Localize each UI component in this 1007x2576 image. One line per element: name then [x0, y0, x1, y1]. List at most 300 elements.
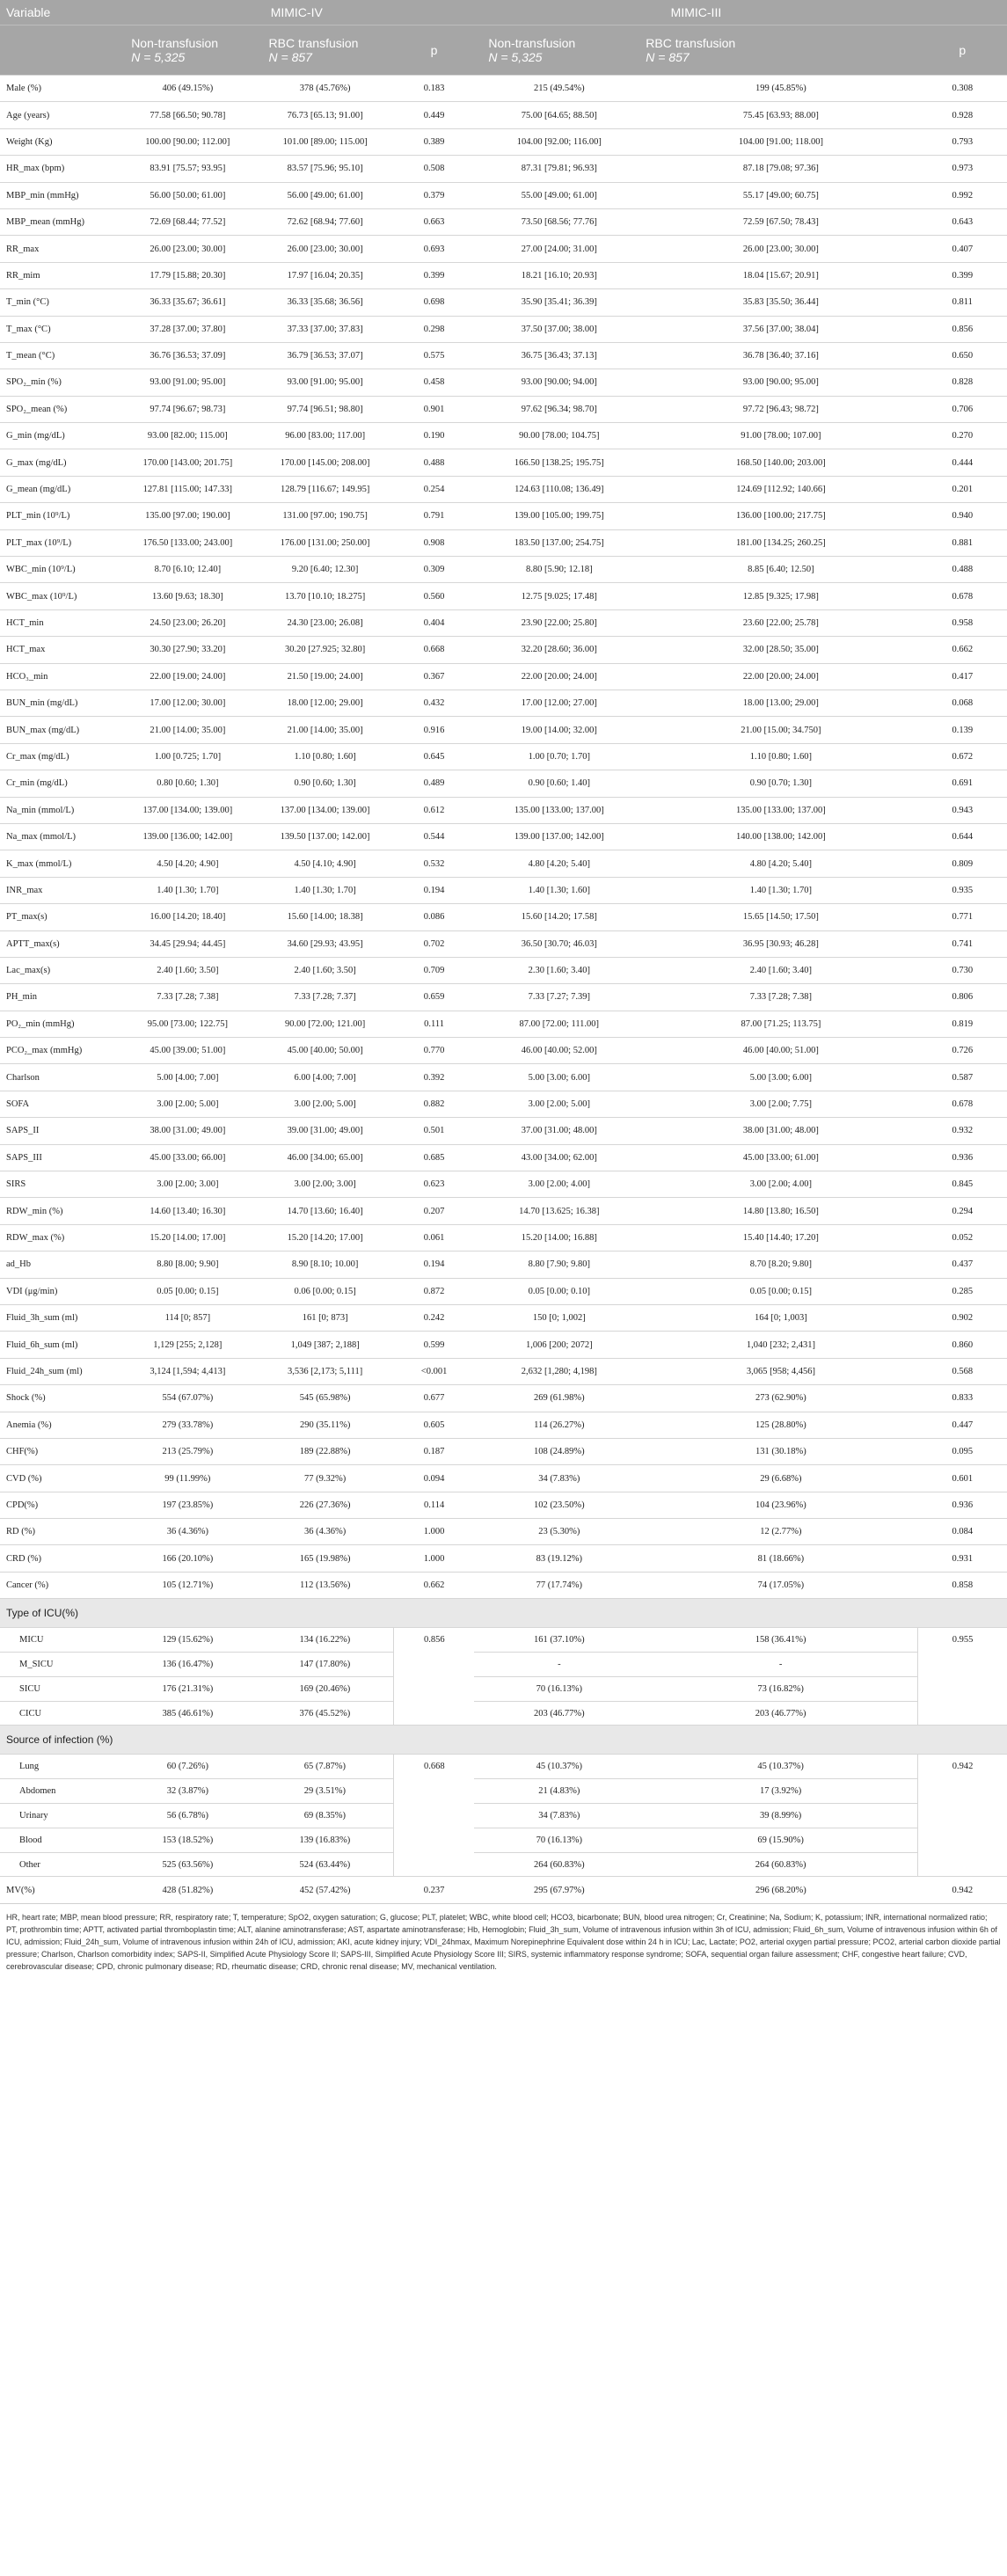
m4-p-value: 0.298 [394, 316, 475, 342]
m3-non-value: 23.90 [22.00; 25.80] [474, 609, 644, 636]
m3-rbc-value: 2.40 [1.60; 3.40] [644, 957, 917, 983]
m3-rbc-value: 97.72 [96.43; 98.72] [644, 396, 917, 422]
m3-rbc-value: 17 (3.92%) [644, 1779, 917, 1804]
m3-p-value: 0.678 [918, 583, 1007, 609]
category-label: MICU [0, 1628, 119, 1653]
m4-p-value: 0.404 [394, 609, 475, 636]
m4-rbc-value: 9.20 [6.40; 12.30] [257, 557, 394, 583]
table-row [0, 1438, 1007, 1464]
m4-rbc-value: 56.00 [49.00; 61.00] [257, 182, 394, 208]
m3-p-value: 0.958 [918, 609, 1007, 636]
m4-p-value: 1.000 [394, 1545, 475, 1572]
m3-p-value: 0.407 [918, 236, 1007, 262]
variable-label: VDI (μg/min) [0, 1278, 119, 1304]
m3-non-value: 114 (26.27%) [474, 1412, 644, 1438]
m4-p-value: 0.086 [394, 904, 475, 930]
variable-label: WBC_min (10⁹/L) [0, 557, 119, 583]
table-row [0, 1701, 1007, 1726]
table-row [0, 476, 1007, 502]
m4-rbc-value: 189 (22.88%) [257, 1438, 394, 1464]
m4-rbc-value: 101.00 [89.00; 115.00] [257, 128, 394, 155]
m3-rbc-value: 4.80 [4.20; 5.40] [644, 850, 917, 877]
m4-rbc-value: 139.50 [137.00; 142.00] [257, 823, 394, 850]
m3-p-value: 0.399 [918, 262, 1007, 288]
m3-p-value: 0.943 [918, 797, 1007, 823]
table-row [0, 1252, 1007, 1278]
m3-non-value: 12.75 [9.025; 17.48] [474, 583, 644, 609]
variable-label: Age (years) [0, 102, 119, 128]
m3-non-header: Non-transfusion N = 5,325 [474, 26, 644, 76]
table-row [0, 1118, 1007, 1144]
m4-p-value: 0.872 [394, 1278, 475, 1304]
variable-label: APTT_max(s) [0, 930, 119, 957]
m3-rbc-value: 273 (62.90%) [644, 1385, 917, 1412]
m4-p-value: 0.392 [394, 1064, 475, 1091]
m3-rbc-value: 125 (28.80%) [644, 1412, 917, 1438]
table-row [0, 289, 1007, 316]
m3-rbc-value: 36.95 [30.93; 46.28] [644, 930, 917, 957]
table-row [0, 1412, 1007, 1438]
m4-rbc-value: 17.97 [16.04; 20.35] [257, 262, 394, 288]
m3-non-value: 2,632 [1,280; 4,198] [474, 1358, 644, 1384]
m3-non-value: 45 (10.37%) [474, 1755, 644, 1779]
m3-non-value: 70 (16.13%) [474, 1828, 644, 1852]
m4-rbc-value: 139 (16.83%) [257, 1828, 394, 1852]
m3-non-value: 17.00 [12.00; 27.00] [474, 690, 644, 716]
m3-rbc-value: 0.90 [0.70; 1.30] [644, 770, 917, 797]
variable-label: Shock (%) [0, 1385, 119, 1412]
m4-non-value: 36.33 [35.67; 36.61] [119, 289, 256, 316]
m3-non-value: 36.75 [36.43; 37.13] [474, 342, 644, 369]
variable-label: BUN_max (mg/dL) [0, 717, 119, 743]
infection-section-title: Source of infection (%) [0, 1726, 1007, 1755]
m4-non-value: 97.74 [96.67; 98.73] [119, 396, 256, 422]
variable-label: CRD (%) [0, 1545, 119, 1572]
m4-rbc-value: 147 (17.80%) [257, 1653, 394, 1677]
m4-rbc-value: 77 (9.32%) [257, 1465, 394, 1492]
m3-rbc-value: 104 (23.96%) [644, 1492, 917, 1518]
m3-non-value: 0.90 [0.60; 1.40] [474, 770, 644, 797]
m3-rbc-value: 164 [0; 1,003] [644, 1304, 917, 1331]
variable-label: K_max (mmol/L) [0, 850, 119, 877]
m3-non-value: 87.00 [72.00; 111.00] [474, 1011, 644, 1037]
category-label: Lung [0, 1755, 119, 1779]
table-row [0, 1828, 1007, 1852]
m3-p-value: 0.931 [918, 1545, 1007, 1572]
table-row [0, 76, 1007, 102]
m3-p-value: 0.973 [918, 156, 1007, 182]
m4-non-value: 197 (23.85%) [119, 1492, 256, 1518]
m3-non-value: 108 (24.89%) [474, 1438, 644, 1464]
m3-rbc-value: 199 (45.85%) [644, 76, 917, 102]
m4-p-value: 0.449 [394, 102, 475, 128]
m4-rbc-value: 137.00 [134.00; 139.00] [257, 797, 394, 823]
m3-p-value: 0.139 [918, 717, 1007, 743]
m3-non-value: 27.00 [24.00; 31.00] [474, 236, 644, 262]
m4-p-value: 1.000 [394, 1519, 475, 1545]
m4-non-value: 428 (51.82%) [119, 1877, 256, 1903]
m3-non-value: 77 (17.74%) [474, 1572, 644, 1598]
m4-rbc-value: 170.00 [145.00; 208.00] [257, 449, 394, 476]
m4-non-value: 22.00 [19.00; 24.00] [119, 663, 256, 690]
m4-p-value: 0.882 [394, 1091, 475, 1117]
m4-non-value: 45.00 [39.00; 51.00] [119, 1038, 256, 1064]
m4-non-value: 105 (12.71%) [119, 1572, 256, 1598]
m3-p-value: 0.858 [918, 1572, 1007, 1598]
m4-non-value: 137.00 [134.00; 139.00] [119, 797, 256, 823]
m3-non-value: 3.00 [2.00; 5.00] [474, 1091, 644, 1117]
m3-non-value: 1.00 [0.70; 1.70] [474, 743, 644, 770]
m3-p-value: 0.856 [918, 316, 1007, 342]
category-label: SICU [0, 1676, 119, 1701]
table-row [0, 1755, 1007, 1779]
m3-non-value: 124.63 [110.08; 136.49] [474, 476, 644, 502]
table-row [0, 1171, 1007, 1198]
table-row [0, 637, 1007, 663]
m3-rbc-value: 87.00 [71.25; 113.75] [644, 1011, 917, 1037]
m4-non-value: 406 (49.15%) [119, 76, 256, 102]
m3-rbc-value: 91.00 [78.00; 107.00] [644, 423, 917, 449]
m3-p-value: 0.068 [918, 690, 1007, 716]
category-label: Urinary [0, 1804, 119, 1828]
m4-rbc-header: RBC transfusion N = 857 [257, 26, 394, 76]
m4-rbc-value: 7.33 [7.28; 7.37] [257, 984, 394, 1011]
m3-p-value: 0.935 [918, 877, 1007, 903]
m3-non-value: 32.20 [28.60; 36.00] [474, 637, 644, 663]
variable-label: MBP_mean (mmHg) [0, 208, 119, 235]
mimic4-header: MIMIC-IV [119, 0, 474, 26]
m3-rbc-value: 264 (60.83%) [644, 1852, 917, 1877]
variable-label: Cr_max (mg/dL) [0, 743, 119, 770]
table-row [0, 1358, 1007, 1384]
table-row [0, 1465, 1007, 1492]
m3-p-value: 0.902 [918, 1304, 1007, 1331]
m4-p-value: 0.663 [394, 208, 475, 235]
m3-rbc-value: 15.40 [14.40; 17.20] [644, 1224, 917, 1251]
table-row [0, 1676, 1007, 1701]
table-row [0, 1091, 1007, 1117]
icu-section-title: Type of ICU(%) [0, 1599, 1007, 1628]
m3-p-value: 0.706 [918, 396, 1007, 422]
variable-label: PLT_min (10⁹/L) [0, 503, 119, 529]
m4-p-value: 0.501 [394, 1118, 475, 1144]
m3-rbc-value: 3.00 [2.00; 7.75] [644, 1091, 917, 1117]
m4-non-value: 45.00 [33.00; 66.00] [119, 1144, 256, 1171]
variable-label: SIRS [0, 1171, 119, 1198]
m3-rbc-value: 7.33 [7.28; 7.38] [644, 984, 917, 1011]
m4-non-value: 129 (15.62%) [119, 1628, 256, 1653]
m4-non-value: 525 (63.56%) [119, 1852, 256, 1877]
m4-non-value: 100.00 [90.00; 112.00] [119, 128, 256, 155]
m3-p-value: 0.942 [918, 1877, 1007, 1903]
m3-p-header: p [918, 26, 1007, 76]
m4-p-value: 0.488 [394, 449, 475, 476]
m3-rbc-value: 81 (18.66%) [644, 1545, 917, 1572]
table-row [0, 583, 1007, 609]
variable-label: RR_mim [0, 262, 119, 288]
m4-non-value: 17.79 [15.88; 20.30] [119, 262, 256, 288]
m3-non-value: 8.80 [7.90; 9.80] [474, 1252, 644, 1278]
variable-label: PCO₂_max (mmHg) [0, 1038, 119, 1064]
m4-non-value: 3,124 [1,594; 4,413] [119, 1358, 256, 1384]
m4-p-value: 0.659 [394, 984, 475, 1011]
m4-non-value: 26.00 [23.00; 30.00] [119, 236, 256, 262]
table-row [0, 930, 1007, 957]
m3-rbc-value: 14.80 [13.80; 16.50] [644, 1198, 917, 1224]
m4-non-value: 114 [0; 857] [119, 1304, 256, 1331]
variable-label: HCT_min [0, 609, 119, 636]
variable-label: G_mean (mg/dL) [0, 476, 119, 502]
m3-rbc-value: 3.00 [2.00; 4.00] [644, 1171, 917, 1198]
m3-non-value: 295 (67.97%) [474, 1877, 644, 1903]
table-row [0, 1877, 1007, 1903]
m3-p-value: 0.845 [918, 1171, 1007, 1198]
m3-rbc-value: 69 (15.90%) [644, 1828, 917, 1852]
m3-non-value: 102 (23.50%) [474, 1492, 644, 1518]
m4-p-header: p [394, 26, 475, 76]
m4-non-value: 8.80 [8.00; 9.90] [119, 1252, 256, 1278]
m4-non-value: 30.30 [27.90; 33.20] [119, 637, 256, 663]
m4-rbc-value: 83.57 [75.96; 95.10] [257, 156, 394, 182]
table-row [0, 128, 1007, 155]
m4-rbc-value: 96.00 [83.00; 117.00] [257, 423, 394, 449]
m4-rbc-value: 128.79 [116.67; 149.95] [257, 476, 394, 502]
m4-rbc-value: 226 (27.36%) [257, 1492, 394, 1518]
table-row [0, 1011, 1007, 1037]
variable-header: Variable [0, 0, 119, 26]
m4-rbc-value: 6.00 [4.00; 7.00] [257, 1064, 394, 1091]
table-row [0, 1572, 1007, 1598]
m4-non-value: 170.00 [143.00; 201.75] [119, 449, 256, 476]
table-row [0, 957, 1007, 983]
table-row [0, 503, 1007, 529]
m4-p-value: 0.612 [394, 797, 475, 823]
m4-rbc-value: 39.00 [31.00; 49.00] [257, 1118, 394, 1144]
m4-p-value: 0.187 [394, 1438, 475, 1464]
m3-rbc-value: 8.70 [8.20; 9.80] [644, 1252, 917, 1278]
m3-non-value: 150 [0; 1,002] [474, 1304, 644, 1331]
m4-rbc-value: 378 (45.76%) [257, 76, 394, 102]
m3-p-value: 0.095 [918, 1438, 1007, 1464]
variable-label: WBC_max (10⁹/L) [0, 583, 119, 609]
m3-rbc-value: 8.85 [6.40; 12.50] [644, 557, 917, 583]
m4-non-value: 38.00 [31.00; 49.00] [119, 1118, 256, 1144]
m4-rbc-value: 524 (63.44%) [257, 1852, 394, 1877]
m4-p-value: 0.791 [394, 503, 475, 529]
m4-p-value: 0.190 [394, 423, 475, 449]
variable-label: Cr_min (mg/dL) [0, 770, 119, 797]
m3-rbc-value: 135.00 [133.00; 137.00] [644, 797, 917, 823]
variable-label: RR_max [0, 236, 119, 262]
m4-p-value: 0.693 [394, 236, 475, 262]
m4-rbc-value: 65 (7.87%) [257, 1755, 394, 1779]
m3-rbc-value: 203 (46.77%) [644, 1701, 917, 1726]
m4-rbc-value: 376 (45.52%) [257, 1701, 394, 1726]
variable-label: SOFA [0, 1091, 119, 1117]
m4-p-value: 0.677 [394, 1385, 475, 1412]
m3-p-value: 0.488 [918, 557, 1007, 583]
m4-rbc-value: 1.40 [1.30; 1.70] [257, 877, 394, 903]
variable-label: Fluid_3h_sum (ml) [0, 1304, 119, 1331]
m4-non-value: 36.76 [36.53; 37.09] [119, 342, 256, 369]
m4-rbc-value: 97.74 [96.51; 98.80] [257, 396, 394, 422]
variable-label: PH_min [0, 984, 119, 1011]
variable-label: HCT_max [0, 637, 119, 663]
table-row [0, 797, 1007, 823]
m4-rbc-value: 90.00 [72.00; 121.00] [257, 1011, 394, 1037]
m3-p-value: 0.860 [918, 1332, 1007, 1358]
m3-p-value: 0.819 [918, 1011, 1007, 1037]
m4-p-value: 0.194 [394, 877, 475, 903]
m4-p-value: 0.399 [394, 262, 475, 288]
m4-p-value: 0.544 [394, 823, 475, 850]
m3-non-value: 22.00 [20.00; 24.00] [474, 663, 644, 690]
variable-label: INR_max [0, 877, 119, 903]
m3-non-value: 1.40 [1.30; 1.60] [474, 877, 644, 903]
m4-non-value: 24.50 [23.00; 26.20] [119, 609, 256, 636]
m3-rbc-value: 158 (36.41%) [644, 1628, 917, 1653]
m3-p-value: 0.294 [918, 1198, 1007, 1224]
m4-non-value: 136 (16.47%) [119, 1653, 256, 1677]
m4-p-value: 0.645 [394, 743, 475, 770]
m4-rbc-value: 69 (8.35%) [257, 1804, 394, 1828]
m3-rbc-value: 29 (6.68%) [644, 1465, 917, 1492]
m4-p-value: 0.309 [394, 557, 475, 583]
variable-label: PT_max(s) [0, 904, 119, 930]
m3-non-value: 23 (5.30%) [474, 1519, 644, 1545]
m3-rbc-value: 22.00 [20.00; 24.00] [644, 663, 917, 690]
m4-p-value: 0.061 [394, 1224, 475, 1251]
m4-non-value: 56 (6.78%) [119, 1804, 256, 1828]
m3-rbc-value: 46.00 [40.00; 51.00] [644, 1038, 917, 1064]
m3-rbc-value: 1,040 [232; 2,431] [644, 1332, 917, 1358]
m4-rbc-value: 452 (57.42%) [257, 1877, 394, 1903]
m3-rbc-value: 3,065 [958; 4,456] [644, 1358, 917, 1384]
m4-p-value: 0.668 [394, 637, 475, 663]
m3-p-value: 0.052 [918, 1224, 1007, 1251]
m3-non-value: 203 (46.77%) [474, 1701, 644, 1726]
m3-non-value: 8.80 [5.90; 12.18] [474, 557, 644, 583]
m3-non-value: 7.33 [7.27; 7.39] [474, 984, 644, 1011]
variable-label: Fluid_6h_sum (ml) [0, 1332, 119, 1358]
m3-p-value: 0.942 [918, 1755, 1007, 1877]
m4-non-value: 3.00 [2.00; 3.00] [119, 1171, 256, 1198]
table-row [0, 342, 1007, 369]
m4-p-value: 0.668 [394, 1755, 475, 1877]
m3-rbc-value: 32.00 [28.50; 35.00] [644, 637, 917, 663]
m3-rbc-value: 38.00 [31.00; 48.00] [644, 1118, 917, 1144]
table-row [0, 850, 1007, 877]
m4-rbc-value: 30.20 [27.925; 32.80] [257, 637, 394, 663]
m4-non-value: 99 (11.99%) [119, 1465, 256, 1492]
table-row [0, 1144, 1007, 1171]
m3-p-value: 0.940 [918, 503, 1007, 529]
m3-non-value: 161 (37.10%) [474, 1628, 644, 1653]
m4-rbc-value: 18.00 [12.00; 29.00] [257, 690, 394, 716]
m4-rbc-value: 36.79 [36.53; 37.07] [257, 342, 394, 369]
m3-rbc-value: 18.00 [13.00; 29.00] [644, 690, 917, 716]
m3-non-value: 55.00 [49.00; 61.00] [474, 182, 644, 208]
m4-non-header: Non-transfusion N = 5,325 [119, 26, 256, 76]
m3-non-value: 35.90 [35.41; 36.39] [474, 289, 644, 316]
m4-rbc-value: 169 (20.46%) [257, 1676, 394, 1701]
m4-rbc-value: 161 [0; 873] [257, 1304, 394, 1331]
m4-non-value: 166 (20.10%) [119, 1545, 256, 1572]
m3-rbc-value: - [644, 1653, 917, 1677]
m3-p-value: 0.992 [918, 182, 1007, 208]
m3-p-value: 0.806 [918, 984, 1007, 1011]
m4-rbc-value: 21.50 [19.00; 24.00] [257, 663, 394, 690]
m3-non-value: 90.00 [78.00; 104.75] [474, 423, 644, 449]
m3-non-value: 264 (60.83%) [474, 1852, 644, 1877]
m3-non-value: 21 (4.83%) [474, 1779, 644, 1804]
m4-p-value: 0.367 [394, 663, 475, 690]
m3-p-value: 0.833 [918, 1385, 1007, 1412]
m4-non-value: 36 (4.36%) [119, 1519, 256, 1545]
m4-p-value: 0.114 [394, 1492, 475, 1518]
m4-p-value: 0.207 [394, 1198, 475, 1224]
m3-rbc-value: 140.00 [138.00; 142.00] [644, 823, 917, 850]
m4-rbc-value: 15.60 [14.00; 18.38] [257, 904, 394, 930]
m3-rbc-value: 55.17 [49.00; 60.75] [644, 182, 917, 208]
m4-rbc-value: 76.73 [65.13; 91.00] [257, 102, 394, 128]
category-label: Abdomen [0, 1779, 119, 1804]
m3-p-value: 0.793 [918, 128, 1007, 155]
m3-non-value: 73.50 [68.56; 77.76] [474, 208, 644, 235]
m4-non-value: 15.20 [14.00; 17.00] [119, 1224, 256, 1251]
m3-non-value: 139.00 [105.00; 199.75] [474, 503, 644, 529]
m4-rbc-value: 34.60 [29.93; 43.95] [257, 930, 394, 957]
m3-p-value: 0.811 [918, 289, 1007, 316]
m3-non-value: 70 (16.13%) [474, 1676, 644, 1701]
table-row [0, 396, 1007, 422]
m3-p-value: 0.809 [918, 850, 1007, 877]
m4-p-value: 0.242 [394, 1304, 475, 1331]
m3-p-value: 0.730 [918, 957, 1007, 983]
m4-rbc-value: 0.90 [0.60; 1.30] [257, 770, 394, 797]
table-row [0, 449, 1007, 476]
m4-non-value: 13.60 [9.63; 18.30] [119, 583, 256, 609]
m4-p-value: <0.001 [394, 1358, 475, 1384]
variable-label: Na_max (mmol/L) [0, 823, 119, 850]
m4-non-value: 139.00 [136.00; 142.00] [119, 823, 256, 850]
m4-rbc-value: 3.00 [2.00; 5.00] [257, 1091, 394, 1117]
table-row [0, 1038, 1007, 1064]
m3-rbc-value: 93.00 [90.00; 95.00] [644, 369, 917, 396]
m4-rbc-value: 545 (65.98%) [257, 1385, 394, 1412]
variable-label: SAPS_II [0, 1118, 119, 1144]
m4-p-value: 0.432 [394, 690, 475, 716]
m3-non-value: 37.00 [31.00; 48.00] [474, 1118, 644, 1144]
m3-p-value: 0.447 [918, 1412, 1007, 1438]
variable-label: Male (%) [0, 76, 119, 102]
icu-section-header [0, 1599, 1007, 1628]
m3-non-value: 15.20 [14.00; 16.88] [474, 1224, 644, 1251]
m3-non-value: 19.00 [14.00; 32.00] [474, 717, 644, 743]
m3-p-value: 0.084 [918, 1519, 1007, 1545]
m3-non-value: 215 (49.54%) [474, 76, 644, 102]
m3-rbc-header: RBC transfusion N = 857 [644, 26, 783, 76]
m3-rbc-value: 45.00 [33.00; 61.00] [644, 1144, 917, 1171]
table-row [0, 262, 1007, 288]
variable-label: HR_max (bpm) [0, 156, 119, 182]
m3-non-value: 93.00 [90.00; 94.00] [474, 369, 644, 396]
m3-p-value: 0.932 [918, 1118, 1007, 1144]
variable-label: RDW_max (%) [0, 1224, 119, 1251]
m4-non-value: 60 (7.26%) [119, 1755, 256, 1779]
m4-rbc-value: 26.00 [23.00; 30.00] [257, 236, 394, 262]
m3-non-value: 5.00 [3.00; 6.00] [474, 1064, 644, 1091]
